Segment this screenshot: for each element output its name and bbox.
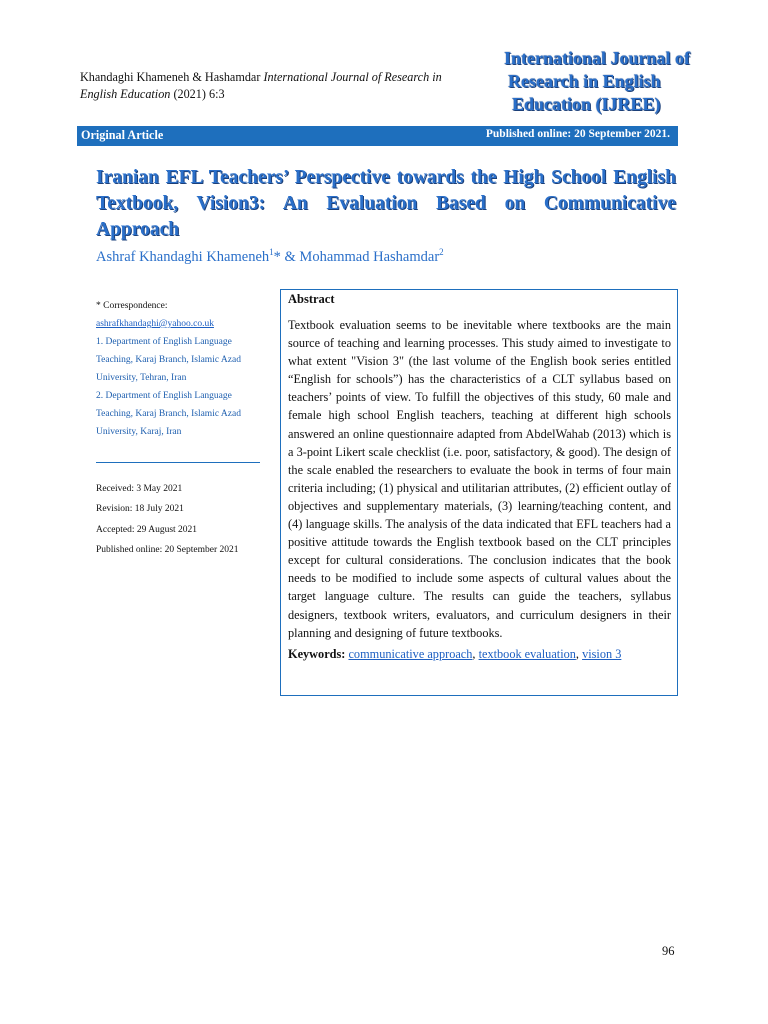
published-date: Published online: 20 September 2021 (96, 545, 239, 556)
paper-title: Iranian EFL Teachers’ Perspective towards the High School English Textbook, Vision3: An Evaluation Based on Communicative Approach (96, 167, 676, 240)
accepted-date: Accepted: 29 August 2021 (96, 524, 198, 535)
affiliation-1: 1. Department of English Language Teaching, Karaj Branch, Islamic Azad University, Tehran, Iran (96, 337, 241, 383)
author-1-affiliation-mark: 1 (269, 247, 274, 257)
correspondence-email-link[interactable]: ashrafkhandaghi@yahoo.co.uk (96, 319, 214, 329)
sidebar-divider (96, 462, 260, 463)
article-banner (77, 126, 678, 146)
running-head-journal: International Journal of Research in English Education (80, 70, 442, 101)
running-head (80, 69, 470, 103)
page-number: 96 (662, 944, 675, 958)
abstract-heading: Abstract (288, 292, 335, 306)
keyword-link-2[interactable]: textbook evaluation (478, 647, 576, 661)
keyword-link-3[interactable]: vision 3 (582, 647, 622, 661)
affiliation-2: 2. Department of English Language Teaching, Karaj Branch, Islamic Azad University, Karaj, Iran (96, 391, 241, 437)
banner-published-date: Published online: 20 September 2021. (485, 128, 670, 140)
running-head-authors: Khandaghi Khameneh & Hashamdar (80, 70, 261, 84)
received-date: Received: 3 May 2021 (96, 484, 183, 494)
author-1: Ashraf Khandaghi Khameneh (96, 248, 270, 265)
keyword-link-1[interactable]: communicative approach (348, 647, 473, 661)
revision-date: Revision: 18 July 2021 (96, 504, 184, 515)
correspondence-sidebar (96, 297, 264, 441)
correspondence-label: * Correspondence: (96, 301, 168, 311)
journal-logo-line2: Research in English (508, 71, 661, 91)
author-2-affiliation-mark: 2 (439, 247, 444, 257)
running-head-citation: (2021) 6:3 (173, 87, 225, 101)
author-line (96, 247, 444, 266)
journal-logo (500, 47, 690, 116)
keyword-separator: , (575, 647, 583, 661)
abstract-text: Textbook evaluation seems to be inevitable where textbooks are the main source of teaching and learning processes. This study aimed to investigate to what extent "Vision 3" (the last volume of the English book series entitled “English for schools”) has the characteristics of a CLT syllabus based on teachers’ points of view. To fulfill the objectives of this study, 60 male and female high school English teachers, teaching at different high schools answered an online questionnaire adapted from AbdelWahab (2013) which is a 3-point Likert scale checklist (i.e. poor, satisfactory, & good). The design of the scale enabled the researchers to evaluate the book in terms of four main criteria including; (1) physical and utilitarian attributes, (2) efficient outlay of objectives and supplementary materials, (3) learning/teaching content, and (4) language skills. The analysis of the data indicated that EFL teachers had a positive attitude towards the English textbook based on the CLT principles except for cultural considerations. The conclusion indicates that the book needs to be modified to include some aspects of cultural values about the target language culture. The results can guide the teachers, syllabus designers, textbook writers, evaluators, and curriculum designers in their planning and designing of future textbooks. (288, 318, 671, 640)
keyword-separator: , (472, 647, 479, 661)
keywords-line (288, 647, 671, 662)
author-2: Mohammad Hashamdar (299, 248, 440, 265)
journal-logo-line1: International Journal of (504, 48, 691, 68)
journal-logo-line3: Education (IJREE) (512, 94, 661, 114)
keywords-label: Keywords: (288, 647, 346, 661)
corresponding-mark: * & (273, 248, 300, 265)
article-dates (96, 479, 264, 561)
article-type: Original Article (81, 128, 164, 142)
